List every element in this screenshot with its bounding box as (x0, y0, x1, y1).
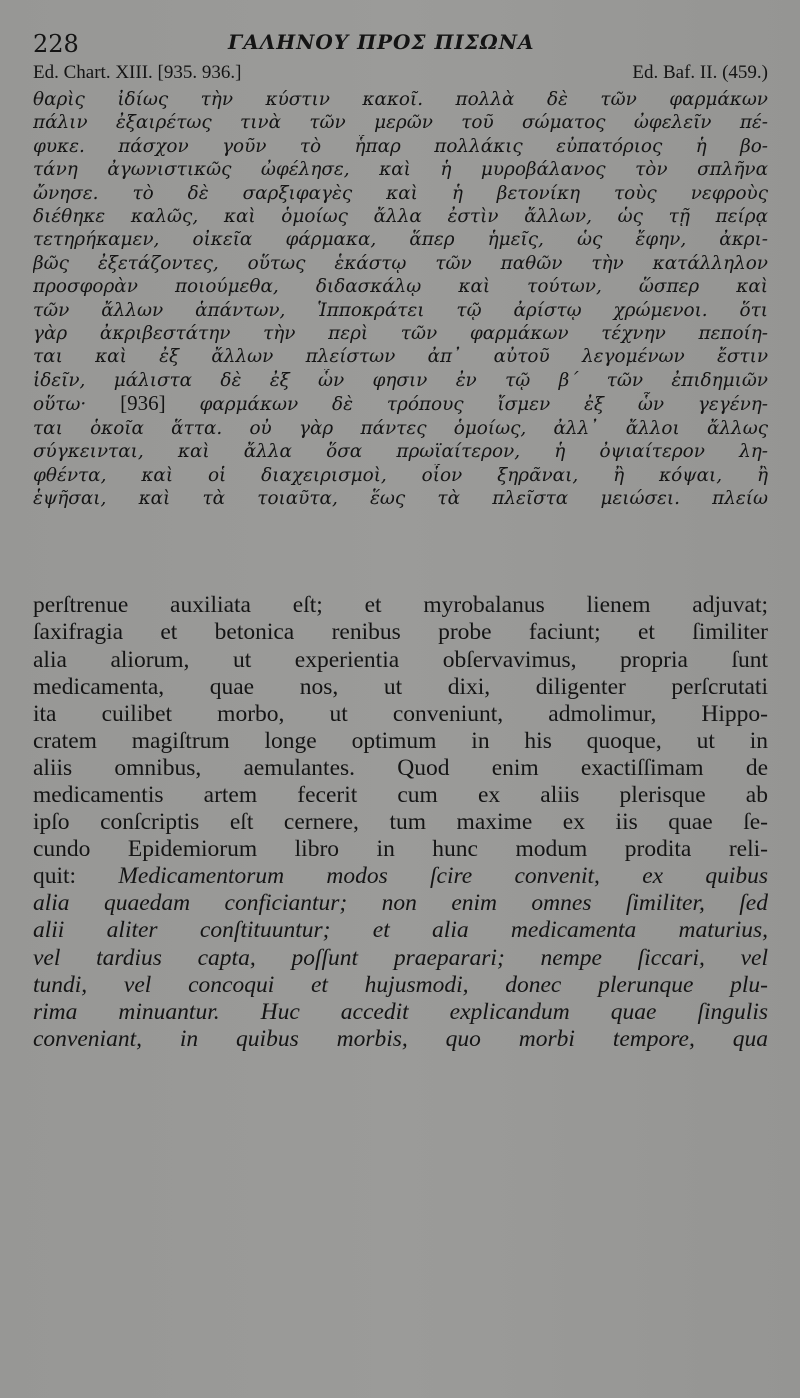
latin-line: ſaxifragia et betonica renibus probe faciunt; et ſimiliter (33, 619, 768, 646)
greek-line: ὤνησε. τὸ δὲ σαρξιφαγὲς καὶ ἡ βετονίκη τοὺς νεφροὺς (33, 182, 768, 204)
greek-text-block (33, 88, 768, 510)
edition-reference-line (33, 60, 768, 88)
running-head (33, 26, 768, 60)
latin-quotation-line: rima minuantur. Huc accedit explicandum quae ſingulis (33, 998, 768, 1025)
greek-line: διέθηκε καλῶς, καὶ ὁμοίως ἄλλα ἐστὶν ἄλλων, ὡς τῇ πείρᾳ (33, 206, 768, 228)
greek-line: γὰρ ἀκριβεστάτην τὴν περὶ τῶν φαρμάκων τέχνην πεποίη- (33, 323, 768, 345)
greek-line: φθέντα, καὶ οἱ διαχειρισμοὶ, οἷον ξηρᾶναι, ἢ κόψαι, ἢ (33, 464, 768, 486)
greek-line: βῶς ἐξετάζοντες, οὕτως ἑκάστῳ τῶν παθῶν τὴν κατάλληλον (33, 252, 768, 274)
page-break-marker: [936] (120, 392, 166, 416)
greek-line: φυκε. πάσχον γοῦν τὸ ἧπαρ πολλάκις εὐπατόριος ἡ βο- (33, 135, 768, 157)
section-gap (33, 510, 768, 592)
running-title: ΓΑΛΗΝΟΥ ΠΡΟΣ ΠΙΣΩΝΑ (228, 30, 535, 54)
greek-line: σύγκεινται, καὶ ἄλλα ὅσα πρωϊαίτερον, ἡ ὀψιαίτερον λη- (33, 441, 768, 463)
greek-line-rest: φαρμάκων δὲ τρόπους ἴσμεν ἐξ ὧν γεγένη- (199, 394, 768, 416)
greek-line: θαρὶς ἰδίως τὴν κύστιν κακοῖ. πολλὰ δὲ τῶν φαρμάκων (33, 89, 768, 110)
latin-quotation-line: vel tardius capta, poſſunt praeparari; nempe ſiccari, vel (33, 944, 768, 971)
latin-line: aliis omnibus, aemulantes. Quod enim exactiſſimam de (33, 754, 768, 781)
greek-line-start: οὕτω· (33, 394, 87, 416)
greek-line: πάλιν ἐξαιρέτως τινὰ τῶν μερῶν τοῦ σώματος ὠφελεῖν πέ- (33, 112, 768, 134)
latin-line: medicamenta, quae nos, ut dixi, diligenter perſcrutati (33, 673, 768, 700)
greek-line: ἑψῆσαι, καὶ τὰ τοιαῦτα, ἕως τὰ πλεῖστα μειώσει. πλείω (33, 487, 768, 509)
greek-line: ται ὁκοῖα ἅττα. οὐ γὰρ πάντες ὁμοίως, ἀλλ᾽ ἄλλοι ἄλλως (33, 417, 768, 439)
edition-reference-left: Ed. Chart. XIII. [935. 936.] (33, 62, 242, 83)
latin-line: ita cuilibet morbo, ut conveniunt, admolimur, Hippo- (33, 700, 768, 727)
page-number: 228 (33, 30, 79, 58)
latin-line: perſtrenue auxiliata eſt; et myrobalanus lienem adjuvat; (33, 592, 768, 619)
greek-line-with-page-marker (33, 392, 768, 416)
latin-quotation-line: conveniant, in quibus morbis, quo morbi tempore, qua (33, 1025, 768, 1052)
edition-reference-right: Ed. Baf. II. (459.) (632, 62, 768, 83)
latin-line: cratem magiſtrum longe optimum in his quoque, ut in (33, 727, 768, 754)
greek-line: ἰδεῖν, μάλιστα δὲ ἐξ ὧν φησιν ἐν τῷ β΄ τῶν ἐπιδημιῶν (33, 369, 768, 391)
greek-line: προσφορὰν ποιούμεθα, διδασκάλῳ καὶ τούτων, ὥσπερ καὶ (33, 276, 768, 298)
latin-quotation-line: alia quaedam conficiantur; non enim omnes ſimiliter, ſed (33, 890, 768, 917)
latin-line: cundo Epidemiorum libro in hunc modum prodita reli- (33, 836, 768, 863)
greek-line: ται καὶ ἐξ ἄλλων πλείστων ἀπ᾽ αὐτοῦ λεγομένων ἔστιν (33, 346, 768, 368)
greek-line: τετηρήκαμεν, οἰκεῖα φάρμακα, ἅπερ ἡμεῖς, ὡς ἔφην, ἀκρι- (33, 229, 768, 251)
greek-line: τῶν ἄλλων ἁπάντων, Ἱπποκράτει τῷ ἀρίστῳ χρώμενοι. ὅτι (33, 299, 768, 321)
latin-line: ipſo conſcriptis eſt cernere, tum maxime ex iis quae ſe- (33, 809, 768, 836)
latin-quotation-line: alii aliter conſtituuntur; et alia medicamenta maturius, (33, 917, 768, 944)
greek-line: τάνη ἀγωνιστικῶς ὠφέλησε, καὶ ἡ μυροβάλανος τὸν σπλῆνα (33, 159, 768, 181)
latin-quotation-line: tundi, vel concoqui et hujusmodi, donec plerunque plu- (33, 971, 768, 998)
latin-line-start: quit: (33, 863, 77, 890)
latin-line-with-quote-start (33, 863, 768, 890)
latin-text-block (33, 592, 768, 1053)
latin-line: medicamentis artem fecerit cum ex aliis plerisque ab (33, 781, 768, 808)
latin-line: alia aliorum, ut experientia obſervavimus, propria ſunt (33, 646, 768, 673)
quotation-start: Medicamentorum modos ſcire convenit, ex quibus (118, 863, 768, 890)
